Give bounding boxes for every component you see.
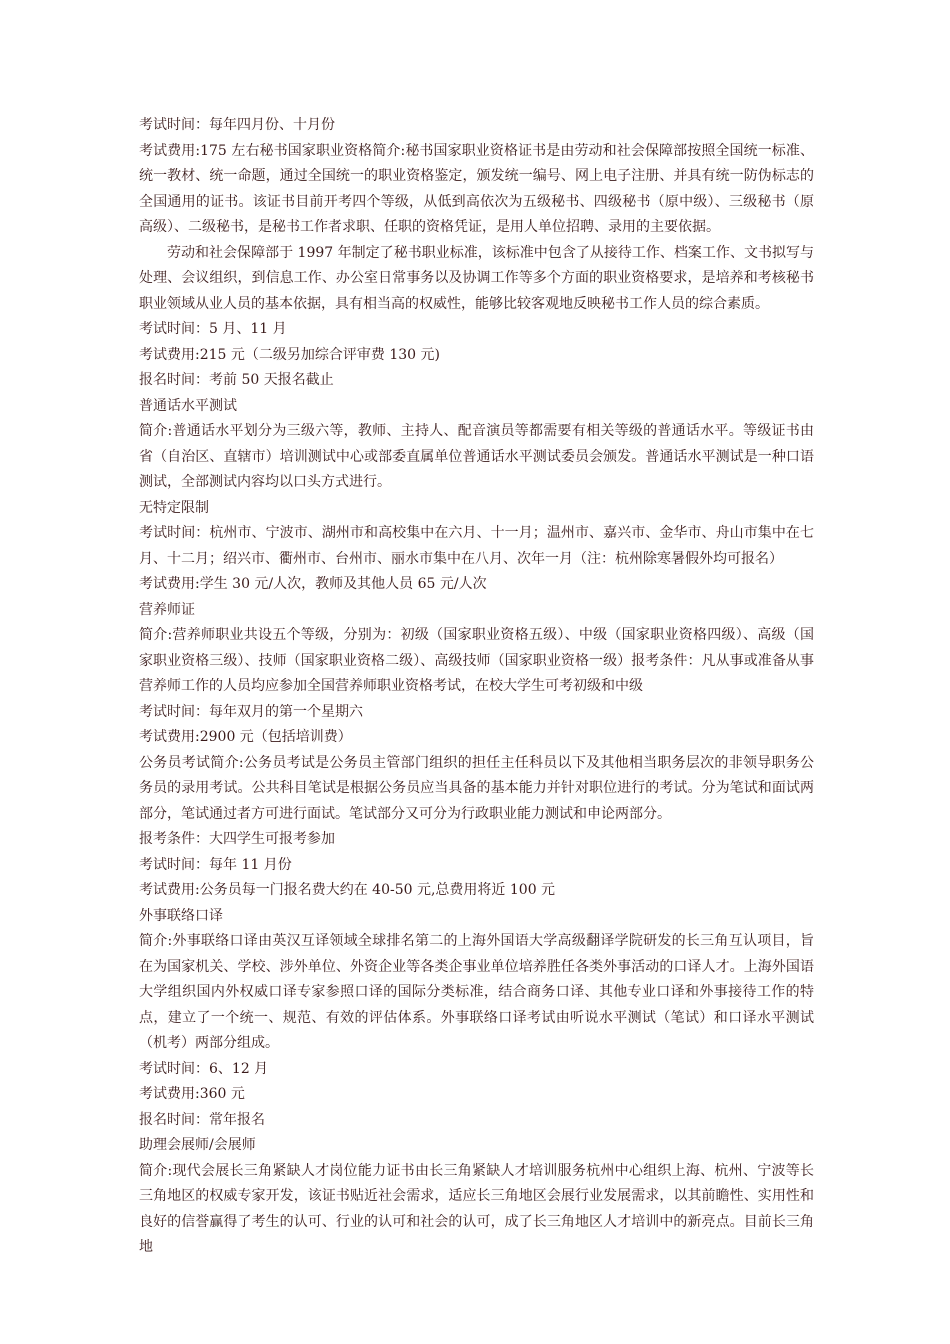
eligibility-paragraph: 报考条件：大四学生可报考参加 xyxy=(139,831,335,847)
exam-fee-paragraph: 考试费用:学生 30 元/人次，教师及其他人员 65 元/人次 xyxy=(139,576,487,592)
exam-time-paragraph: 考试时间：杭州市、宁波市、湖州市和高校集中在六月、十一月；温州市、嘉兴市、金华市、舟山市集中在七月、十二月；绍兴市、衢州市、台州市、丽水市集中在八月、次年一月（注：杭州除寒暑假外均可报名） xyxy=(139,525,814,567)
restriction-paragraph: 无特定限制 xyxy=(139,499,209,516)
exam-time-paragraph: 考试时间：6、12 月 xyxy=(139,1060,269,1077)
exam-time-paragraph: 考试时间：每年 11 月份 xyxy=(139,856,292,873)
secretary-standard-paragraph: 劳动和社会保障部于 1997 年制定了秘书职业标准，该标准中包含了从接待工作、档案工作、文书拟写与处理、会议组织，到信息工作、办公室日常事务以及协调工作等多个方面的职业资格要求，是培养和考核秘书职业领域从业人员的基本依据，具有相当高的权威性，能够比较客观地反映秘书工作人员的综合素质。 xyxy=(139,244,814,312)
exam-fee-paragraph: 考试费用:2900 元（包括培训费） xyxy=(139,729,352,745)
civil-servant-intro-paragraph: 公务员考试简介:公务员考试是公务员主管部门组织的担任主任科员以下及其他相当职务层次的非领导职务公务员的录用考试。公共科目笔试是根据公务员应当具备的基本能力并针对职位进行的考试。分为笔试和面试两部分，笔试通过者方可进行面试。笔试部分又可分为行政职业能力测试和申论两部分。 xyxy=(139,754,814,822)
exam-fee-paragraph: 考试费用:公务员每一门报名费大约在 40-50 元,总费用将近 100 元 xyxy=(139,882,556,898)
mandarin-intro-paragraph: 简介:普通话水平划分为三级六等，教师、主持人、配音演员等都需要有相关等级的普通话水平。等级证书由省（自治区、直辖市）培训测试中心或部委直属单位普通话水平测试委员会颁发。普通话水平测试是一种口语测试，全部测试内容均以口头方式进行。 xyxy=(139,423,814,490)
exam-time-paragraph: 考试时间：5 月、11 月 xyxy=(139,321,287,337)
document-body xyxy=(139,113,814,1261)
section-heading: 外事联络口译 xyxy=(139,907,223,924)
section-heading: 助理会展师/会展师 xyxy=(139,1137,256,1153)
exam-time-paragraph: 考试时间：每年四月份、十月份 xyxy=(139,117,335,133)
section-heading: 营养师证 xyxy=(139,601,195,618)
exam-fee-paragraph: 考试费用:215 元（二级另加综合评审费 130 元) xyxy=(139,346,440,363)
registration-time-paragraph: 报名时间：考前 50 天报名截止 xyxy=(139,372,334,388)
registration-time-paragraph: 报名时间：常年报名 xyxy=(139,1111,265,1128)
interpreting-intro-paragraph: 简介:外事联络口译由英汉互译领域全球排名第二的上海外国语大学高级翻译学院研发的长三角互认项目，旨在为国家机关、学校、涉外单位、外资企业等各类企事业单位培养胜任各类外事活动的口译人才。上海外国语大学组织国内外权威口译专家参照口译的国际分类标准，结合商务口译、其他专业口译和外事接待工作的特点，建立了一个统一、规范、有效的评估体系。外事联络口译考试由听说水平测试（笔试）和口译水平测试（机考）两部分组成。 xyxy=(139,933,814,1051)
section-heading: 普通话水平测试 xyxy=(139,397,237,414)
exam-fee-paragraph: 考试费用:360 元 xyxy=(139,1086,245,1102)
nutritionist-intro-paragraph: 简介:营养师职业共设五个等级，分别为：初级（国家职业资格五级）、中级（国家职业资格四级）、高级（国家职业资格三级）、技师（国家职业资格二级）、高级技师（国家职业资格一级）报考条件：凡从事或准备从事营养师工作的人员均应参加全国营养师职业资格考试，在校大学生可考初级和中级 xyxy=(139,627,814,694)
exam-time-paragraph: 考试时间：每年双月的第一个星期六 xyxy=(139,703,363,720)
exhibition-intro-paragraph: 简介:现代会展长三角紧缺人才岗位能力证书由长三角紧缺人才培训服务杭州中心组织上海、杭州、宁波等长三角地区的权威专家开发，该证书贴近社会需求，适应长三角地区会展行业发展需求，以其前瞻性、实用性和良好的信誉赢得了考生的认可、行业的认可和社会的认可，成了长三角地区人才培训中的新亮点。目前长三角地 xyxy=(139,1162,814,1255)
secretary-intro-paragraph: 考试费用:175 左右秘书国家职业资格简介:秘书国家职业资格证书是由劳动和社会保障部按照全国统一标准、统一教材、统一命题，通过全国统一的职业资格鉴定，颁发统一编号、网上电子注册、并具有统一防伪标志的全国通用的证书。该证书目前开考四个等级，从低到高依次为五级秘书、四级秘书（原中级）、三级秘书（原高级）、二级秘书，是秘书工作者求职、任职的资格凭证，是用人单位招聘、录用的主要依据。 xyxy=(139,142,814,235)
